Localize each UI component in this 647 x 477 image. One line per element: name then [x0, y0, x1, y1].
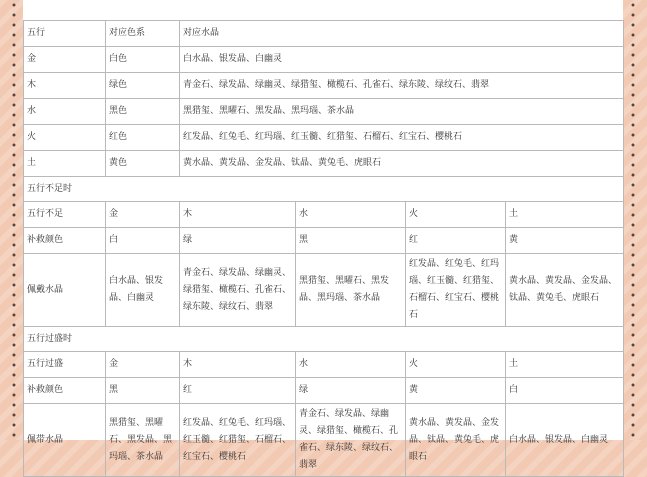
- crystal-cell: 白水晶、银发晶、白幽灵: [506, 404, 624, 477]
- header-cell: 木: [180, 202, 296, 228]
- header-cell: 五行过盛: [24, 352, 106, 378]
- table-row: [24, 202, 624, 228]
- header-cell: 火: [406, 352, 506, 378]
- table-row: [24, 73, 624, 99]
- row-label: 补救颜色: [24, 378, 106, 404]
- color-cell: 白: [506, 378, 624, 404]
- color-cell: 红色: [106, 125, 180, 151]
- table-row: [24, 254, 624, 327]
- section-title-row: [24, 327, 624, 352]
- table-row: [24, 125, 624, 151]
- header-cell: 对应色系: [106, 21, 180, 47]
- header-cell: 对应水晶: [180, 21, 624, 47]
- crystal-cell: 黑猎玺、黑曜石、黑发晶、黑玛瑙、茶水晶: [296, 254, 406, 327]
- table-row: [24, 228, 624, 254]
- color-cell: 红: [180, 378, 296, 404]
- deficiency-table: [23, 176, 624, 477]
- crystal-cell: 青金石、绿发晶、绿幽灵、绿猎玺、橄榄石、孔雀石、绿东陵、绿纹石、翡翠: [180, 73, 624, 99]
- color-cell: 白: [106, 228, 180, 254]
- header-cell: 火: [406, 202, 506, 228]
- table-row: [24, 404, 624, 477]
- element-cell: 金: [24, 47, 106, 73]
- table-row: [24, 151, 624, 177]
- crystal-cell: 黄水晶、黄发晶、金发晶、钛晶、黄兔毛、虎眼石: [406, 404, 506, 477]
- color-cell: 黑色: [106, 99, 180, 125]
- crystal-cell: 红发晶、红兔毛、红玛瑙、红玉髓、红猎玺、石榴石、红宝石、樱桃石: [180, 125, 624, 151]
- crystal-cell: 青金石、绿发晶、绿幽灵、绿猎玺、橄榄石、孔雀石、绿东陵、绿纹石、翡翠: [180, 254, 296, 327]
- color-cell: 黄: [506, 228, 624, 254]
- crystal-cell: 黑猎玺、黑曜石、黑发晶、黑玛瑙、茶水晶: [180, 99, 624, 125]
- header-cell: 水: [296, 352, 406, 378]
- row-label: 佩带水晶: [24, 404, 106, 477]
- wuxing-color-table: [23, 20, 624, 177]
- document-page: [23, 0, 623, 470]
- color-cell: 白色: [106, 47, 180, 73]
- color-cell: 绿: [296, 378, 406, 404]
- table-row: [24, 21, 624, 47]
- crystal-cell: 红发晶、红兔毛、红玛瑙、红玉髓、红猎玺、石榴石、红宝石、樱桃石: [406, 254, 506, 327]
- table-row: [24, 378, 624, 404]
- header-cell: 水: [296, 202, 406, 228]
- element-cell: 木: [24, 73, 106, 99]
- table-row: [24, 352, 624, 378]
- header-cell: 金: [106, 202, 180, 228]
- table-row: [24, 47, 624, 73]
- crystal-cell: 青金石、绿发晶、绿幽灵、绿猎玺、橄榄石、孔雀石、绿东陵、绿纹石、翡翠: [296, 404, 406, 477]
- dotted-border-right: [628, 0, 638, 440]
- element-cell: 水: [24, 99, 106, 125]
- header-cell: 土: [506, 202, 624, 228]
- color-cell: 黑: [106, 378, 180, 404]
- color-cell: 绿色: [106, 73, 180, 99]
- crystal-cell: 黄水晶、黄发晶、金发晶、钛晶、黄兔毛、虎眼石: [180, 151, 624, 177]
- section-title-excess: 五行过盛时: [24, 327, 624, 352]
- header-cell: 五行不足: [24, 202, 106, 228]
- header-cell: 土: [506, 352, 624, 378]
- crystal-cell: 白水晶、银发晶、白幽灵: [106, 254, 180, 327]
- section-title-deficiency: 五行不足时: [24, 177, 624, 202]
- row-label: 佩戴水晶: [24, 254, 106, 327]
- header-cell: 金: [106, 352, 180, 378]
- crystal-cell: 白水晶、银发晶、白幽灵: [180, 47, 624, 73]
- crystal-cell: 黑猎玺、黑曜石、黑发晶、黑玛瑙、茶水晶: [106, 404, 180, 477]
- dotted-border-left: [9, 0, 19, 440]
- color-cell: 黑: [296, 228, 406, 254]
- color-cell: 绿: [180, 228, 296, 254]
- header-cell: 五行: [24, 21, 106, 47]
- table-row: [24, 99, 624, 125]
- crystal-cell: 红发晶、红兔毛、红玛瑙、红玉髓、红猎玺、石榴石、红宝石、樱桃石: [180, 404, 296, 477]
- element-cell: 火: [24, 125, 106, 151]
- element-cell: 土: [24, 151, 106, 177]
- row-label: 补救颜色: [24, 228, 106, 254]
- color-cell: 黄色: [106, 151, 180, 177]
- color-cell: 红: [406, 228, 506, 254]
- color-cell: 黄: [406, 378, 506, 404]
- header-cell: 木: [180, 352, 296, 378]
- section-title-row: [24, 177, 624, 202]
- crystal-cell: 黄水晶、黄发晶、金发晶、钛晶、黄兔毛、虎眼石: [506, 254, 624, 327]
